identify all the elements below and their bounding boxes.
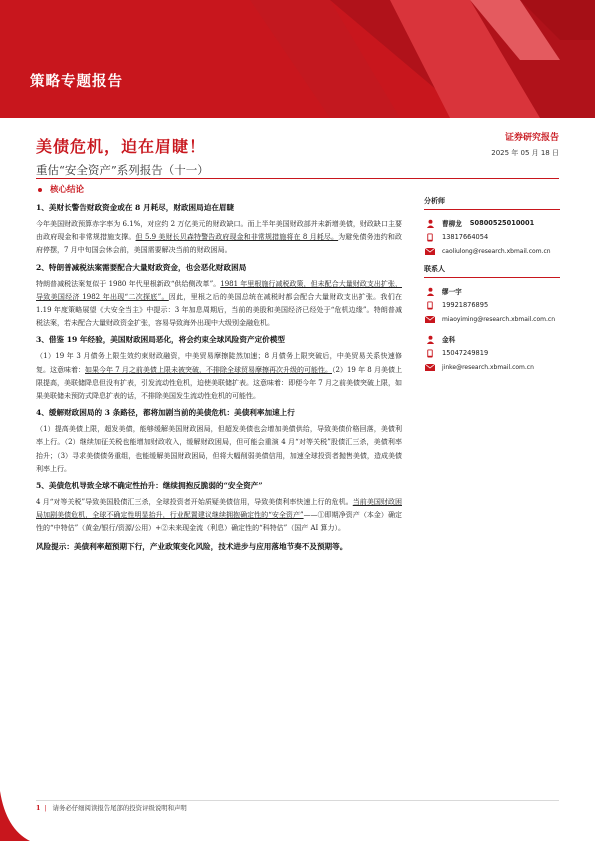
page-subtitle: 重估“安全资产”系列报告（十一）: [36, 163, 209, 177]
banner-decoration: [0, 0, 595, 118]
footer-divider: [36, 800, 559, 801]
section-3: [36, 334, 402, 403]
section-2: [36, 262, 402, 331]
footer-disclaimer: 请务必仔细阅读报告尾部的投资评级说明和声明: [52, 804, 187, 812]
page-footer: [36, 803, 187, 812]
section-heading: 3、借鉴 19 年经验，美国财政困局恶化，将会约束全球风险资产定价模型: [36, 335, 285, 345]
person-icon: [424, 218, 436, 228]
contact-card: [424, 284, 560, 326]
phone-icon: [424, 300, 436, 310]
section-body: 4 月“对等关税”导致美国股债汇三杀，全球投资者开始质疑美债信用，导致美债利率快速上行的危机。当前美国财政困局加剧美债危机，全球不确定性明显抬升，行业配置建议继续拥抱确定性的“安全资产”——①即期净资产（本金）确定性的“中特估”（黄金/银行/资源/公用）+②未来现金流（利息）确定性的“科特估”（国产 AI 算力）。: [36, 498, 403, 533]
section-body: 今年美国财政预算赤字率为 6.1%，对应约 2 万亿美元的财政缺口。而上半年美国财政部并未新增美债，财政缺口主要由政府现金和非常规措施支撑。但 5.9 美财长贝森特警告政府现金和非常规措施将在 8 月耗尽。为避免债务违约和政府停摆，7 月中旬国会休会前，美国需要解决当前的财政困局。: [36, 220, 403, 255]
section-4: [36, 407, 402, 476]
section-heading: 1、美财长警告财政资金或在 8 月耗尽，财政困局迫在眉睫: [36, 203, 235, 212]
section-1: [36, 202, 402, 258]
report-type-label: 策略专题报告: [30, 74, 123, 90]
section-heading: 4、缓解财政困局的 3 条路径，都将加剧当前的美债危机：美债利率加速上行: [36, 408, 295, 418]
email-icon: [424, 362, 436, 372]
header-banner: [0, 0, 595, 118]
analyst-label: 分析师: [424, 196, 560, 210]
contact-label: 联系人: [424, 264, 560, 278]
section-heading: 2、特朗普减税法案需要配合大量财政资金，也会恶化财政困局: [36, 262, 247, 272]
contact-email[interactable]: miaoyiming@research.xbmail.com.cn: [442, 315, 556, 323]
analyst-card: [424, 216, 560, 258]
page-title: 美债危机，迫在眉睫！: [36, 137, 207, 156]
contact-name: 金科: [442, 336, 456, 344]
report-date: 2025 年 05 月 18 日: [491, 149, 559, 157]
risk-warning: 风险提示：美债利率超预期下行，产业政策变化风险，技术进步与应用落地节奏不及预期等。: [36, 541, 348, 551]
bullet-dot-icon: [38, 188, 42, 192]
title-divider: [36, 178, 559, 179]
section-body: （1）提高美债上限，超发美债，能够缓解美国财政困局，但超发美债也会增加美债供给，导致美债价格回落，美债利率上行。（2）继续加征关税也能增加财政收入，缓解财政困局，但可能会重演 4 月“对等关税”股债汇三杀，美债利率抬升；（3）寻求美债债务重组，也能缓解美国财政困局，但将大幅削弱美债信用，加速全球投资者抛售美债，造成美债利率上行。: [36, 425, 402, 473]
page-number: 1: [36, 804, 41, 812]
analyst-cert: S0800525010001: [469, 219, 535, 227]
analyst-name: 曹柳龙: [442, 220, 462, 228]
contact-name: 缪一宇: [442, 288, 462, 296]
contact-card: [424, 332, 560, 374]
phone-icon: [424, 348, 436, 358]
contact-phone: 15047249819: [442, 349, 489, 357]
section-body: 特朗普减税法案复似于 1980 年代里根新政“供给侧改革”。1981 年里根施行减税政策，但未配合大量财政支出扩张，导致美国经济 1982 年出现“二次探底”。因此，里根之后的美国总统在减税时都会配合大量财政支出扩张。我们在 1.19 年度策略展望《大安全当主》中提示：3 年加息周期后，当前的美股和美国经济已经处于“危机边缘”。特朗普减税法案，若未配合大量财政资金扩张，容易导致海外出现中大级别金融危机。: [36, 279, 403, 328]
section-body: （1）19 年 3 月债务上限生效约束财政融资，中美贸易摩擦陡然加速；8 月债务上限突破后，中美贸易关系快速修复。这意味着：如果今年 7 月之前美债上限未被突破，不排除全球贸易摩擦再次升级的可能性。（2）19 年 8 月美债上限提高，美联储降息但没有扩表，引发流动性危机，迫使美联储扩表。这意味着：即便今年 7 月之前美债突破上限，如果美联储未预防式降息扩表的话，不排除美国发生流动性危机的可能性。: [36, 352, 402, 401]
core-heading: 核心结论: [46, 182, 402, 202]
email-icon: [424, 314, 436, 324]
person-icon: [424, 286, 436, 296]
section-heading: 5、美债危机导致全球不确定性抬升：继续拥抱反脆弱的“安全资产”: [36, 481, 263, 491]
analyst-email[interactable]: caoliulong@research.xbmail.com.cn: [442, 247, 551, 255]
contact-phone: 19921876895: [442, 301, 489, 309]
phone-icon: [424, 232, 436, 242]
person-icon: [424, 334, 436, 344]
analyst-panel: [424, 196, 560, 380]
core-conclusions: [36, 182, 402, 553]
report-kind: 证券研究报告: [504, 133, 559, 143]
section-5: [36, 480, 402, 536]
analyst-phone: 13817664054: [442, 233, 489, 241]
email-icon: [424, 246, 436, 256]
corner-decoration: [0, 781, 40, 841]
footer-separator: |: [44, 804, 47, 812]
contact-email[interactable]: jinke@research.xbmail.com.cn: [442, 363, 534, 371]
